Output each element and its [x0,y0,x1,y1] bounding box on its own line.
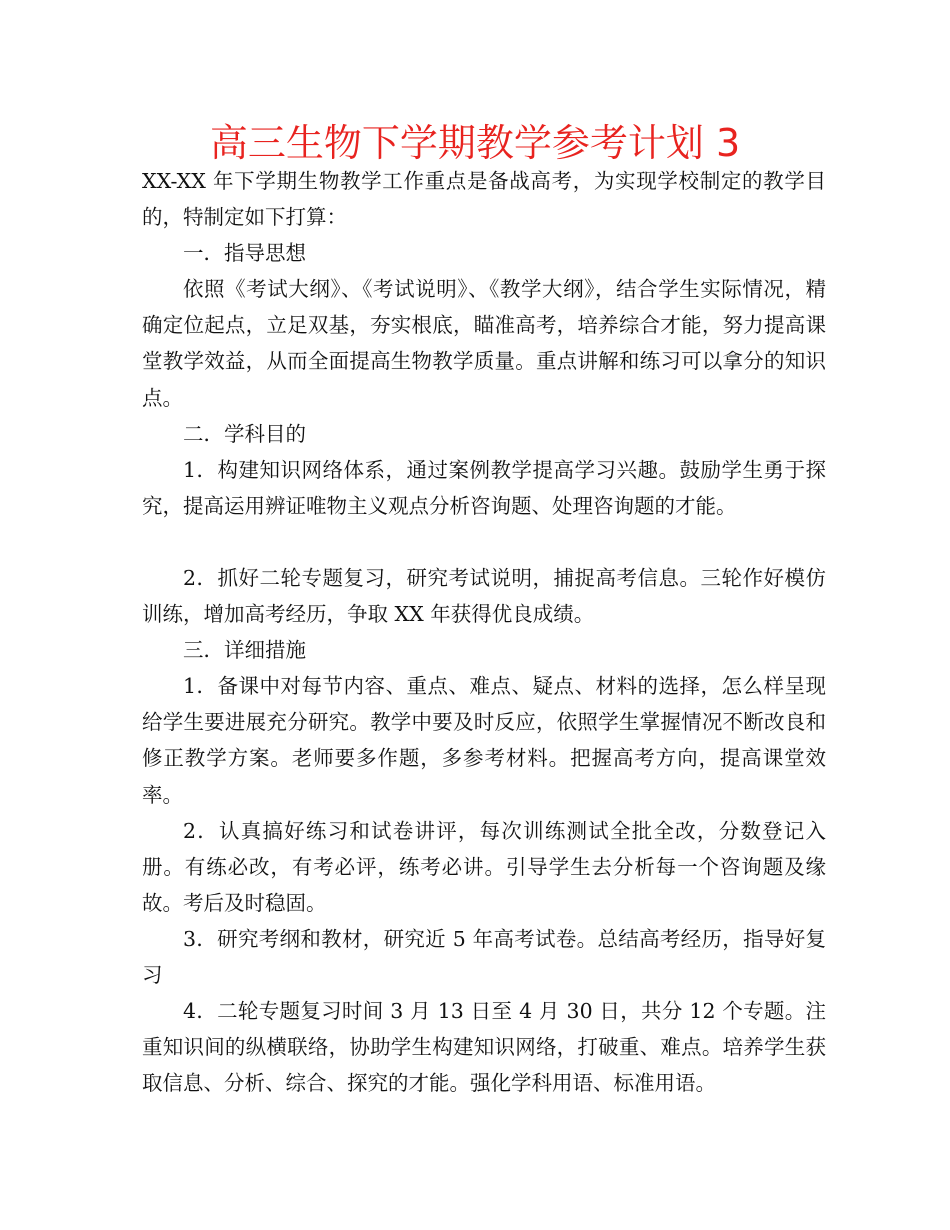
measure-item-2: 2．认真搞好练习和试卷讲评，每次训练测试全批全改，分数登记入册。有练必改，有考必评，练考必讲。引导学生去分析每一个咨询题及缘故。考后及时稳固。 [142,818,826,915]
intro-paragraph: XX-XX 年下学期生物教学工作重点是备战高考，为实现学校制定的教学目的，特制定如下打算： [142,169,826,230]
goal-item-2: 2．抓好二轮专题复习，研究考试说明，捕捉高考信息。三轮作好模仿训练，增加高考经历，争取 XX 年获得优良成绩。 [142,565,826,627]
document-body [142,163,826,1101]
measure-item-3: 3．研究考纲和教材，研究近 5 年高考试卷。总结高考经历，指导好复习 [142,926,826,987]
section-heading-measures: 三．详细措施 [183,638,306,663]
guiding-thought-paragraph: 依照《考试大纲》、《考试说明》、《教学大纲》，结合学生实际情况，精确定位起点，立足双基，夯实根底，瞄准高考，培养综合才能，努力提高课堂教学效益，从而全面提高生物教学质量。重点讲解和练习可以拿分的知识点。 [142,277,826,410]
goal-item-1: 1．构建知识网络体系，通过案例教学提高学习兴趣。鼓励学生勇于探究，提高运用辨证唯物主义观点分析咨询题、处理咨询题的才能。 [142,457,826,518]
section-heading-guiding-thought: 一．指导思想 [183,241,306,266]
measure-item-1: 1．备课中对每节内容、重点、难点、疑点、材料的选择，怎么样呈现给学生要进展充分研究。教学中要及时反应，依照学生掌握情况不断改良和修正教学方案。老师要多作题，多参考材料。把握高考方向，提高课堂效率。 [142,674,826,807]
paragraph-gap [142,524,826,560]
document-title: 高三生物下学期教学参考计划 3 [209,121,741,165]
section-heading-subject-goals: 二．学科目的 [183,421,306,446]
measure-item-4: 4．二轮专题复习时间 3 月 13 日至 4 月 30 日，共分 12 个专题。注重知识间的纵横联络，协助学生构建知识网络，打破重、难点。培养学生获取信息、分析、综合、探究的才能。强化学科用语、标准用语。 [142,999,826,1096]
